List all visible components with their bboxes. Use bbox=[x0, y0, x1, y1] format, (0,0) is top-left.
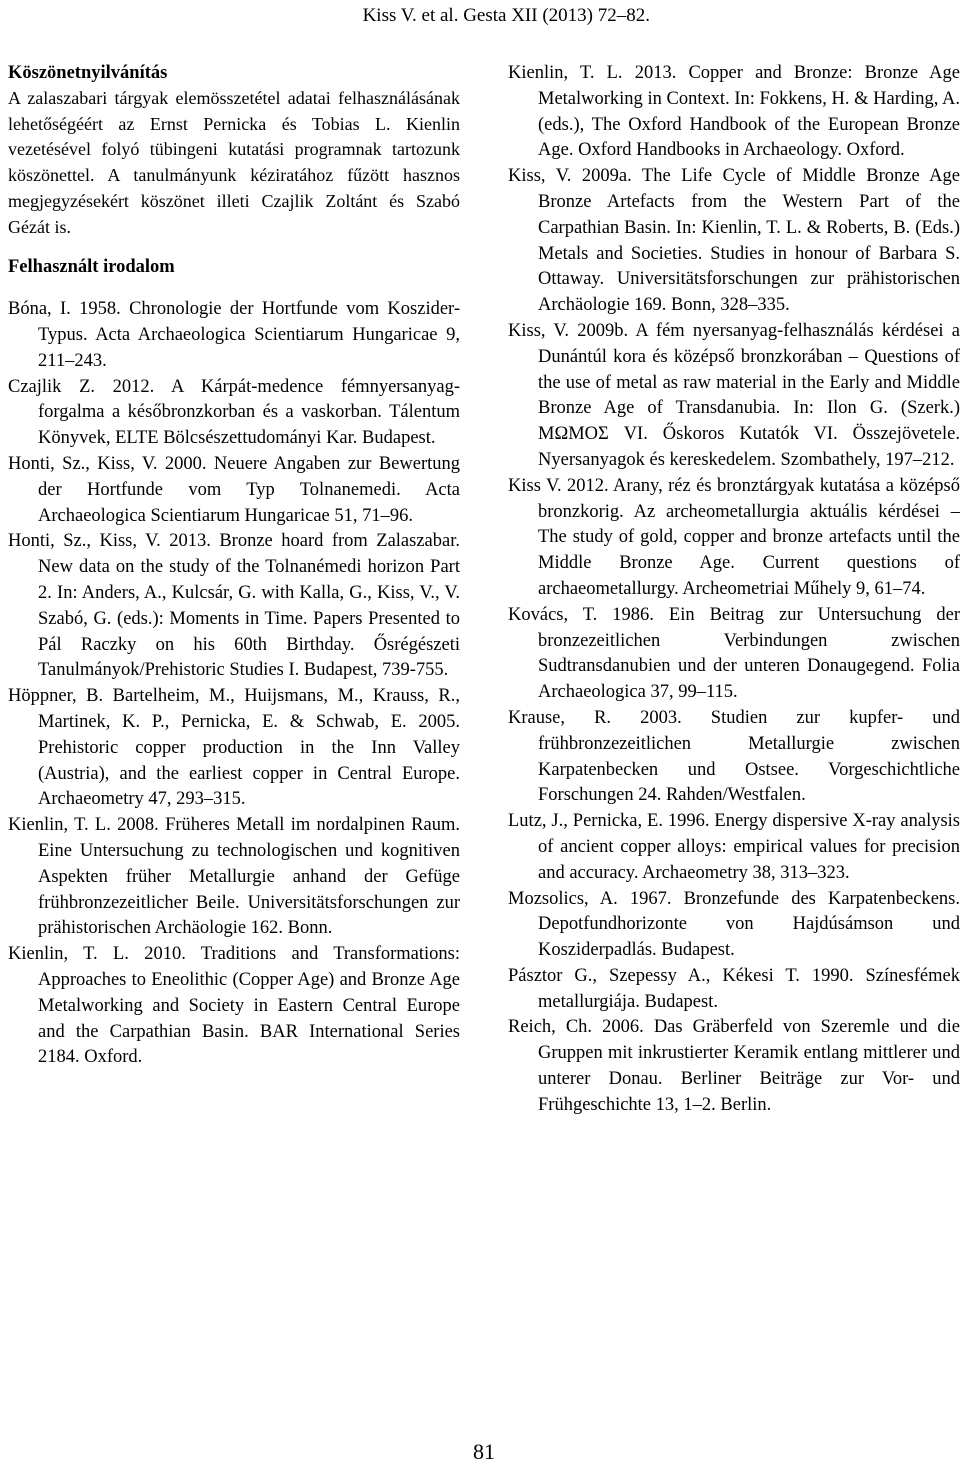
reference-entry: Pásztor G., Szepessy A., Kékesi T. 1990. Színesfémek metallurgiája. Budapest. bbox=[508, 965, 960, 1012]
left-column bbox=[8, 59, 460, 1071]
reference-entry: Krause, R. 2003. Studien zur kupfer- und frühbronzezeitlichen Metallurgie zwischen Karpatenbecken und Ostsee. Vorgeschichtliche Forschungen 24. Rahden/Westfalen. bbox=[508, 707, 960, 806]
reference-entry: Lutz, J., Pernicka, E. 1996. Energy dispersive X-ray analysis of ancient copper alloys: empirical values for precision and accuracy. Archaeometry 38, 313–323. bbox=[508, 811, 960, 883]
right-column bbox=[508, 61, 960, 1119]
reference-entry: Kienlin, T. L. 2013. Copper and Bronze: Bronze Age Metalworking in Context. In: Fokkens, H. & Harding, A. (eds.), The Oxford Handbook of the European Bronze Age. Oxford Handbooks in Archaeology. Oxford. bbox=[508, 63, 960, 161]
references-heading: Felhasznált irodalom bbox=[8, 257, 175, 278]
reference-entry: Kiss, V. 2009b. A fém nyersanyag-felhasználás kérdései a Dunántúl kora és középső bronzkorában – Questions of the use of metal as raw material in the Early and Middle Bronze Age of Transdanubia. In: Ilon G. (Szerk.) ΜΩΜΟΣ VI. Őskoros Kutatók VI. Összejövetele. Nyersanyagok és kereskedelem. Szombathely, 197–212. bbox=[508, 320, 960, 470]
reference-entry: Czajlik Z. 2012. A Kárpát-medence fémnyersanyag-forgalma a későbronzkorban és a vaskorban. Tálentum Könyvek, ELTE Bölcsészettudományi Kar. Budapest. bbox=[8, 376, 460, 449]
reference-entry: Bóna, I. 1958. Chronologie der Hortfunde vom Koszider-Typus. Acta Archaeologica Scientiarum Hungaricae 9, 211–243. bbox=[8, 299, 460, 371]
acknowledgement-heading: Köszönetnyilvánítás bbox=[8, 63, 168, 83]
references-list-right bbox=[508, 61, 960, 1119]
reference-entry: Höppner, B. Bartelheim, M., Huijsmans, M., Krauss, R., Martinek, K. P., Pernicka, E. & Schwab, E. 2005. Prehistoric copper production in the Inn Valley (Austria), and the earliest copper in Central Europe. Archaeometry 47, 293–315. bbox=[8, 686, 460, 810]
references-list-left bbox=[8, 297, 460, 1071]
reference-entry: Reich, Ch. 2006. Das Gräberfeld von Szeremle und die Gruppen mit inkrustierter Keramik entlang mittlerer und unterer Donau. Berliner Beiträge zur Vor- und Frühgeschichte 13, 1–2. Berlin. bbox=[508, 1017, 960, 1115]
reference-entry: Mozsolics, A. 1967. Bronzefunde des Karpatenbeckens. Depotfundhorizonte von Hajdúsámson und Kosziderpadlás. Budapest. bbox=[508, 888, 960, 961]
reference-entry: Honti, Sz., Kiss, V. 2013. Bronze hoard from Zalaszabar. New data on the study of the Tolnanémedi horizon Part 2. In: Anders, A., Kulcsár, G. with Kalla, G., Kiss, V., V. Szabó, G. (eds.): Moments in Time. Papers Presented to Pál Raczky on his 60th Birthday. Ősrégészeti Tanulmányok/Prehistoric Studies I. Budapest, 739-755. bbox=[8, 531, 460, 681]
reference-entry: Kienlin, T. L. 2008. Früheres Metall im nordalpinen Raum. Eine Untersuchung zu technologischen und kognitiven Aspekten früher Metallurgie anhand der Gefüge frühbronzezeitlicher Beile. Universitätsforschungen zur prähistorischen Archäologie 162. Bonn. bbox=[8, 815, 460, 939]
reference-entry: Kovács, T. 1986. Ein Beitrag zur Untersuchung der bronzezeitlichen Verbindungen zwischen Sudtransdanubien und der unteren Donaugegend. Folia Archaeologica 37, 99–115. bbox=[508, 604, 960, 703]
reference-entry: Kiss, V. 2009a. The Life Cycle of Middle Bronze Age Bronze Artefacts from the Western Part of the Carpathian Basin. In: Kienlin, T. L. & Roberts, B. (Eds.) Metals and Societies. Studies in honour of Barbara S. Ottaway. Universitätsforschungen zur prähistorischen Archäologie 169. Bonn, 328–335. bbox=[508, 166, 960, 316]
reference-entry: Kienlin, T. L. 2010. Traditions and Transformations: Approaches to Eneolithic (Copper Age) and Bronze Age Metalworking and Society in Eastern Central Europe and the Carpathian Basin. BAR International Series 2184. Oxford. bbox=[8, 944, 460, 1068]
reference-entry: Kiss V. 2012. Arany, réz és bronztárgyak kutatása a középső bronzkorig. Az archeometallurgia aktuális kérdései – The study of gold, copper and bronze artefacts until the Middle Bronze Age. Current questions of archaeometallurgy. Archeometriai Műhely 9, 61–74. bbox=[508, 475, 960, 599]
page-number: 81 bbox=[473, 1439, 495, 1464]
acknowledgement-text: A zalaszabari tárgyak elemösszetétel adatai felhasználásának lehetőségéért az Ernst Pernicka és Tobias L. Kienlin vezetésével folyó tübingeni kutatási programnak tartozunk köszönettel. A tanulmányunk kéziratához fűzött hasznos megjegyzésekért köszönet illeti Czajlik Zoltánt és Szabó Gézát is. bbox=[8, 88, 460, 237]
reference-entry: Honti, Sz., Kiss, V. 2000. Neuere Angaben zur Bewertung der Hortfunde vom Typ Tolnanemedi. Acta Archaeologica Scientiarum Hungaricae 51, 71–96. bbox=[8, 454, 460, 526]
running-head: Kiss V. et al. Gesta XII (2013) 72–82. bbox=[362, 5, 650, 26]
